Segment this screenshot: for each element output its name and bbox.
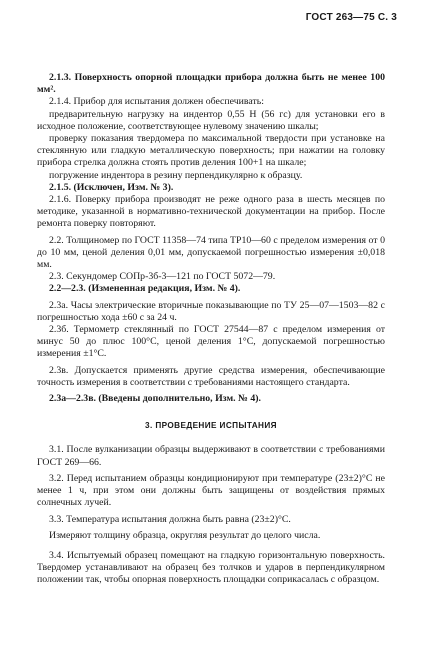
paragraph-3-4: 3.4. Испытуемый образец помещают на гладкую горизонтальную поверхность. Твердомер устанавливают на образец без толчков и ударов в перпендикулярном положении так, чтобы опорная поверхность площадки соприкасалась с образцом.: [37, 549, 385, 586]
paragraph-2-1-5: 2.1.5. (Исключен, Изм. № 3).: [49, 181, 174, 193]
running-head: ГОСТ 263—75 С. 3: [305, 12, 397, 23]
paragraph-2-3v: 2.3в. Допускается применять другие средства измерения, обеспечивающие точность измерения в соответствии с требованиями настоящего стандарта.: [37, 364, 385, 388]
paragraph-3-3: 3.3. Температура испытания должна быть равна (23±2)°С.: [49, 513, 291, 525]
paragraph-2-3: 2.3. Секундомер СОПр-3б-3—121 по ГОСТ 5072—79.: [49, 271, 276, 283]
paragraph-2-3b: 2.3б. Термометр стеклянный по ГОСТ 27544—87 с пределом измерения от минус 50 до плюс 100°С, ценой деления 1°С, допускаемой погрешностью измерения ±1°С.: [37, 324, 385, 360]
paragraph-2-3a: 2.3а. Часы электрические вторичные показывающие по ТУ 25—07—1503—82 с погрешностью хода ±60 с за 24 ч.: [37, 299, 385, 323]
list-item-indentation: погружение индентора в резину перпендикулярно к образцу.: [49, 169, 303, 181]
paragraph-3-2: 3.2. Перед испытанием образцы кондиционируют при температуре (23±2)°С не менее 1 ч, при этом они должны быть защищены от воздействия прямых солнечных лучей.: [37, 472, 385, 509]
amendment-note-2: 2.3а—2.3в. (Введены дополнительно, Изм. № 4).: [49, 393, 261, 405]
document-body: [37, 72, 385, 587]
section-heading: 3. ПРОВЕДЕНИЕ ИСПЫТАНИЯ: [145, 421, 277, 431]
paragraph-thickness: Измеряют толщину образца, округляя результат до целого числа.: [49, 529, 321, 541]
paragraph-2-1-4: 2.1.4. Прибор для испытания должен обеспечивать:: [49, 96, 264, 108]
paragraph-3-1: 3.1. После вулканизации образцы выдерживают в соответствии с требованиями ГОСТ 269—66.: [37, 444, 385, 468]
list-item-check: проверку показания твердомера по максимальной твердости при установке на стеклянную или гладкую металлическую поверхность; при нажатии на головку прибора стрелка должна стоять против деления 100+1 на шкале;: [37, 133, 385, 169]
amendment-note-1: 2.2—2.3. (Измененная редакция, Изм. № 4).: [49, 283, 241, 295]
list-item-preload: предварительную нагрузку на индентор 0,55 Н (56 гс) для установки его в исходное положение, соответствующее нулевому значению шкалы;: [37, 108, 385, 132]
paragraph-2-1-3: 2.1.3. Поверхность опорной площадки прибора должна быть не менее 100 мм².: [37, 72, 385, 96]
paragraph-2-1-6: 2.1.6. Поверку прибора производят не реже одного раза в шесть месяцев по методике, указанной в нормативно-технической документации на прибор. После ремонта поверку повторяют.: [37, 194, 385, 230]
paragraph-2-2: 2.2. Толщиномер по ГОСТ 11358—74 типа ТР10—60 с пределом измерения от 0 до 10 мм, ценой деления 0,01 мм, допускаемой погрешностью измерения ±0,018 мм.: [37, 234, 385, 271]
